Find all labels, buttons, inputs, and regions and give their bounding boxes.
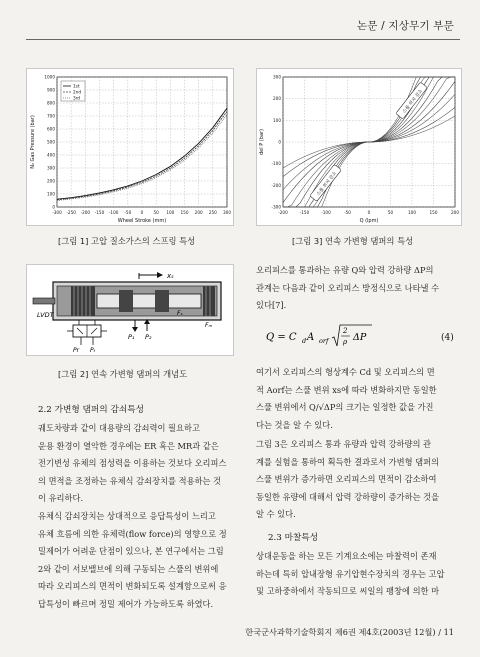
figure-3-caption: [그림 3] 연속 가변형 댐퍼의 특성 — [292, 236, 414, 246]
text-line: 이 유리하다. — [38, 493, 84, 504]
x-tick-label: 50 — [153, 210, 159, 215]
text-line: 동일한 유량에 대해서 압력 강하량이 증가하는 것을 — [256, 491, 440, 502]
y-tick-label: -200 — [271, 182, 281, 188]
y-tick-label: 500 — [47, 139, 55, 145]
x-tick-label: -150 — [94, 210, 105, 215]
y-tick-label: -100 — [271, 161, 281, 167]
text-line: 알 수 있다. — [256, 509, 296, 520]
x-tick-label: 250 — [208, 210, 217, 215]
x-tick-label: 0 — [367, 210, 371, 215]
x-tick-label: -50 — [344, 210, 351, 215]
x-tick-label: 50 — [387, 210, 394, 215]
figure-2-caption: [그림 2] 연속 가변형 댐퍼의 개념도 — [58, 369, 188, 379]
x-tick-label: -200 — [80, 210, 91, 215]
x-tick-label: -100 — [321, 210, 331, 215]
figure-3-chart — [257, 69, 461, 225]
x-tick-label: -150 — [299, 210, 310, 215]
left-paragraph-1 — [38, 420, 234, 508]
x-tick-label: 100 — [166, 210, 175, 215]
damper-schematic — [27, 265, 233, 355]
right-paragraph-1 — [256, 262, 460, 315]
y-tick-label: 900 — [47, 87, 55, 93]
eq-sub-d: d — [302, 337, 307, 345]
text-line: 다는 것을 알 수 있다. — [256, 419, 333, 430]
y-tick-label: 800 — [47, 100, 55, 106]
y-tick-label: 700 — [47, 113, 55, 119]
text-line: 궤도차량과 같이 대용량의 감쇠력이 필요하고 — [38, 423, 200, 433]
text-line: 적 Aorf는 스풀 변위 xs에 따라 변화하지만 동일한 — [256, 384, 437, 395]
y-tick-label: 100 — [273, 117, 281, 123]
y-tick-label: 400 — [47, 152, 55, 158]
coil-left — [71, 286, 95, 316]
y-tick-label: 200 — [47, 178, 55, 184]
x-tick-label: 150 — [429, 210, 438, 215]
x-tick-label: -200 — [278, 210, 288, 215]
text-line: 답특성이 빠르며 정밀 제어가 가능하도록 하였다. — [38, 598, 214, 609]
right-paragraph-3 — [256, 436, 460, 524]
x-tick-label: 200 — [451, 210, 459, 215]
annotation-text: 스풀 위치 감소 — [316, 171, 339, 198]
eq-lhs: Q = C — [266, 332, 297, 343]
right-paragraph-4 — [256, 548, 460, 601]
text-line: 2와 같이 서보밸브에 의해 구동되는 스풀의 변위에 — [38, 563, 219, 574]
text-line: 관계는 다음과 같이 오리피스 방정식으로 나타낼 수 — [256, 282, 440, 293]
orifice-equation — [266, 322, 376, 355]
legend-label: 1st — [73, 83, 80, 89]
text-line: 밀제어가 어려운 단점이 있으나, 본 연구에서는 그림 — [38, 546, 224, 557]
running-header: 논문 / 지상무기 부문 — [356, 20, 454, 32]
y-tick-label: 1000 — [44, 74, 55, 80]
text-line: 하는데 특히 압내장형 유기압현수장치의 경우는 고압 — [256, 568, 445, 579]
right-paragraph-2 — [256, 364, 460, 434]
xs-label: xₛ — [167, 272, 174, 280]
coil-right — [203, 286, 215, 316]
legend — [61, 81, 85, 101]
x-axis-label: Q (lpm) — [359, 218, 379, 224]
x-tick-label: -250 — [66, 210, 76, 215]
equation-number: (4) — [441, 333, 454, 343]
spool — [97, 294, 201, 308]
legend-label: 2nd — [73, 89, 81, 95]
figure-1-chart — [27, 69, 233, 225]
x-tick-label: 300 — [223, 210, 231, 215]
text-line: 여기서 오리피스의 형상계수 Cd 및 오리피스의 면 — [256, 367, 435, 377]
lvdt-label: LVDT — [37, 311, 54, 319]
text-line: 오리피스를 통과하는 유량 Q와 압력 강하량 ΔP의 — [256, 265, 434, 275]
p1-label: P₁ — [128, 333, 135, 341]
figure-3-box — [256, 68, 462, 226]
eq-a: A — [307, 332, 315, 343]
fm-label: Fₘ — [205, 322, 213, 329]
fs-label: Fₛ — [177, 310, 183, 317]
text-line: 따라 오리피스의 면적이 변화되도록 설계함으로써 응 — [38, 581, 227, 592]
y-tick-label: 200 — [273, 96, 281, 102]
text-line: 계를 실험을 통하여 획득한 결과로서 가변형 댐퍼의 — [256, 456, 440, 467]
x-tick-label: -300 — [52, 210, 62, 215]
text-line: 유체 흐름에 의한 유체력(flow force)의 영향으로 정 — [38, 528, 227, 539]
section-heading-2-2: 2.2 가변형 댐퍼의 감쇠특성 — [38, 405, 145, 415]
text-line: 전기변성 유체의 점성력을 이용하는 것보다 오리피스 — [38, 458, 227, 469]
x-tick-label: 200 — [194, 210, 203, 215]
x-tick-label: 150 — [180, 210, 189, 215]
text-line: 및 고하중하에서 작동되므로 씨일의 팽창에 의한 마 — [256, 586, 440, 597]
text-line: 있다[7]. — [256, 300, 287, 311]
pt-label: Pₜ — [90, 347, 96, 354]
orifice-equation-svg — [266, 322, 376, 352]
x-axis-label: Wheel Stroke (mm) — [117, 218, 167, 224]
eq-sub-orf: orf — [319, 337, 329, 345]
y-tick-label: -300 — [271, 204, 281, 210]
section-heading-2-3: 2.3 마찰특성 — [268, 533, 319, 543]
text-line: 스풀 변위에서 Q/√ΔP의 크기는 일정한 값을 가진 — [256, 402, 434, 413]
y-axis-label: del P (bar) — [259, 128, 265, 156]
y-tick-label: 300 — [47, 165, 55, 171]
y-tick-label: 300 — [273, 74, 281, 80]
text-line: 유체식 감쇠장치는 상대적으로 응답특성이 느리고 — [38, 511, 216, 521]
page-footer: 한국군사과학기술학회지 제6권 제4호(2003년 12월) / 11 — [245, 627, 454, 637]
x-tick-label: -100 — [108, 210, 119, 215]
lvdt-rod — [33, 298, 55, 304]
text-line: 스풀 변위가 증가하면 오리피스의 면적이 감소하여 — [256, 474, 437, 485]
figure-1-caption: [그림 1] 고압 질소가스의 스프링 특성 — [58, 236, 196, 246]
figure-2-box — [26, 264, 234, 356]
text-line: 의 면적을 조정하는 유체식 감쇠장치를 적용하는 것 — [38, 475, 222, 486]
eq-frac-num: 2 — [343, 327, 348, 335]
x-tick-label: 0 — [140, 210, 144, 215]
legend-label: 3rd — [73, 95, 80, 101]
left-paragraph-2 — [38, 508, 234, 614]
text-line: 운용 환경이 열악한 경우에는 ER 혹은 MR과 같은 — [38, 440, 219, 451]
y-tick-label: 0 — [278, 139, 281, 145]
eq-delta: ΔP — [353, 332, 367, 343]
header-rule — [26, 39, 460, 40]
text-line: 그림 3은 오리피스 통과 유량과 압력 강하량의 관 — [256, 439, 432, 449]
figure-1-box — [26, 68, 234, 226]
annotation-text: 스풀 위치 감소 — [402, 88, 425, 115]
y-tick-label: 0 — [52, 204, 55, 210]
y-axis-label: N₂ Gas Pressure (bar) — [30, 115, 36, 169]
eq-frac-den: ρ — [343, 338, 348, 346]
y-tick-label: 600 — [47, 126, 55, 132]
pr-label: Pr — [73, 347, 80, 354]
x-tick-label: -50 — [124, 210, 132, 215]
x-tick-label: 100 — [408, 210, 416, 215]
y-tick-label: 100 — [47, 191, 55, 197]
text-line: 상대운동을 하는 모든 기계요소에는 마찰력이 존재 — [256, 551, 437, 561]
p2-label: P₂ — [145, 333, 152, 341]
